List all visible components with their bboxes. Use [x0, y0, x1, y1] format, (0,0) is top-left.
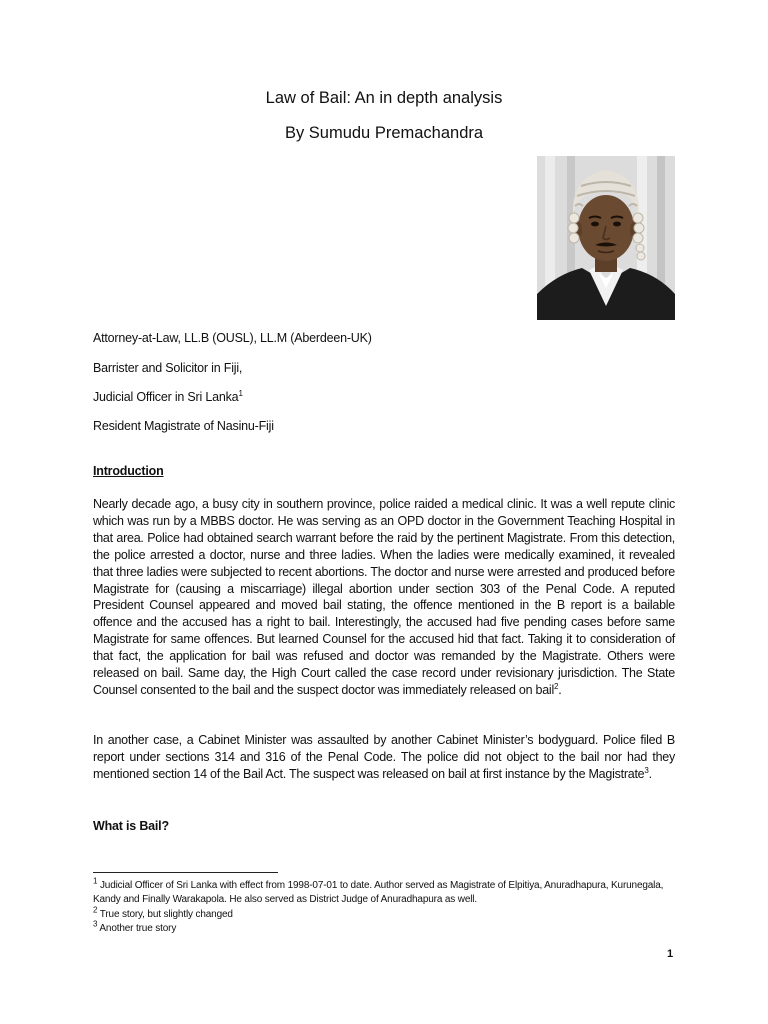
- footnote-3: $^3$ Another true story: [93, 919, 177, 934]
- footnote-1: $^1$ Judicial Officer of Sri Lanka with effect from 1998-07-01 to date. Author served as Magistrate of Elpitiya, Anuradhapura, Kurunegala, Kandy and Finally Warakapola. He also served as District Judge of Anuradhapura as well.: [93, 876, 664, 905]
- footnote-separator: [93, 872, 278, 873]
- document-title: Law of Bail: An in depth analysis: [265, 89, 503, 107]
- credential-magistrate: Resident Magistrate of Nasinu-Fiji: [93, 419, 274, 433]
- author-portrait-photo: [537, 156, 675, 320]
- credential-degree: Attorney-at-Law, LL.B (OUSL), LL.M (Aberdeen-UK): [93, 331, 372, 345]
- page-number: 1: [667, 948, 674, 960]
- credential-judicial-officer: Judicial Officer in Sri Lanka$^1$: [93, 388, 243, 404]
- credential-barrister: Barrister and Solicitor in Fiji,: [93, 361, 243, 375]
- introduction-paragraph-1: Nearly decade ago, a busy city in southern province, police raided a medical clinic. It was a well repute clinic which was run by a MBBS doctor. He was serving as an OPD doctor in the Government Teaching Hospital in that area. Police had obtained search warrant before the raid by the pertinent Magistrate. From this detection, the police arrested a doctor, nurse and three ladies. When the ladies were medically examined, it revealed that three ladies were subjected to recent abortions. The doctor and nurse were arrested and produced before Magistrate for (causing a miscarriage) illegal abortion under section 303 of the Penal Code. A reputed President Counsel appeared and moved bail stating, the offence mentioned in the B report is a bailable offence and the accused has a right to bail. Interestingly, the accused had five pending cases before same Magistrate for same offences. But learned Counsel for the accused hid that fact. Taking it to consideration of that fact, the application for bail was refused and doctor was remanded by the Magistrate. Others were released on bail. Same day, the High Court called the case record under revisionary jurisdiction. The State Counsel consented to the bail and the suspect doctor was immediately released on bail$^2$.: [93, 497, 675, 697]
- portrait-illustration: [537, 156, 675, 320]
- author-line: By Sumudu Premachandra: [284, 124, 484, 142]
- introduction-heading: Introduction: [93, 464, 164, 478]
- footnote-2: $^2$ True story, but slightly changed: [93, 905, 233, 920]
- footnote-ref-3: 3: [644, 765, 649, 775]
- footnote-ref-2: 2: [553, 681, 559, 691]
- what-is-bail-heading: What is Bail?: [93, 819, 169, 833]
- footnote-ref-1: 1: [238, 388, 243, 398]
- introduction-paragraph-2: In another case, a Cabinet Minister was assaulted by another Cabinet Minister’s bodyguard. Police filed B report under sections 314 and 316 of the Penal Code. The police did not object to the bail nor had they mentioned section 14 of the Bail Act. The suspect was released on bail at first instance by the Magistrate$^3$.: [93, 733, 675, 781]
